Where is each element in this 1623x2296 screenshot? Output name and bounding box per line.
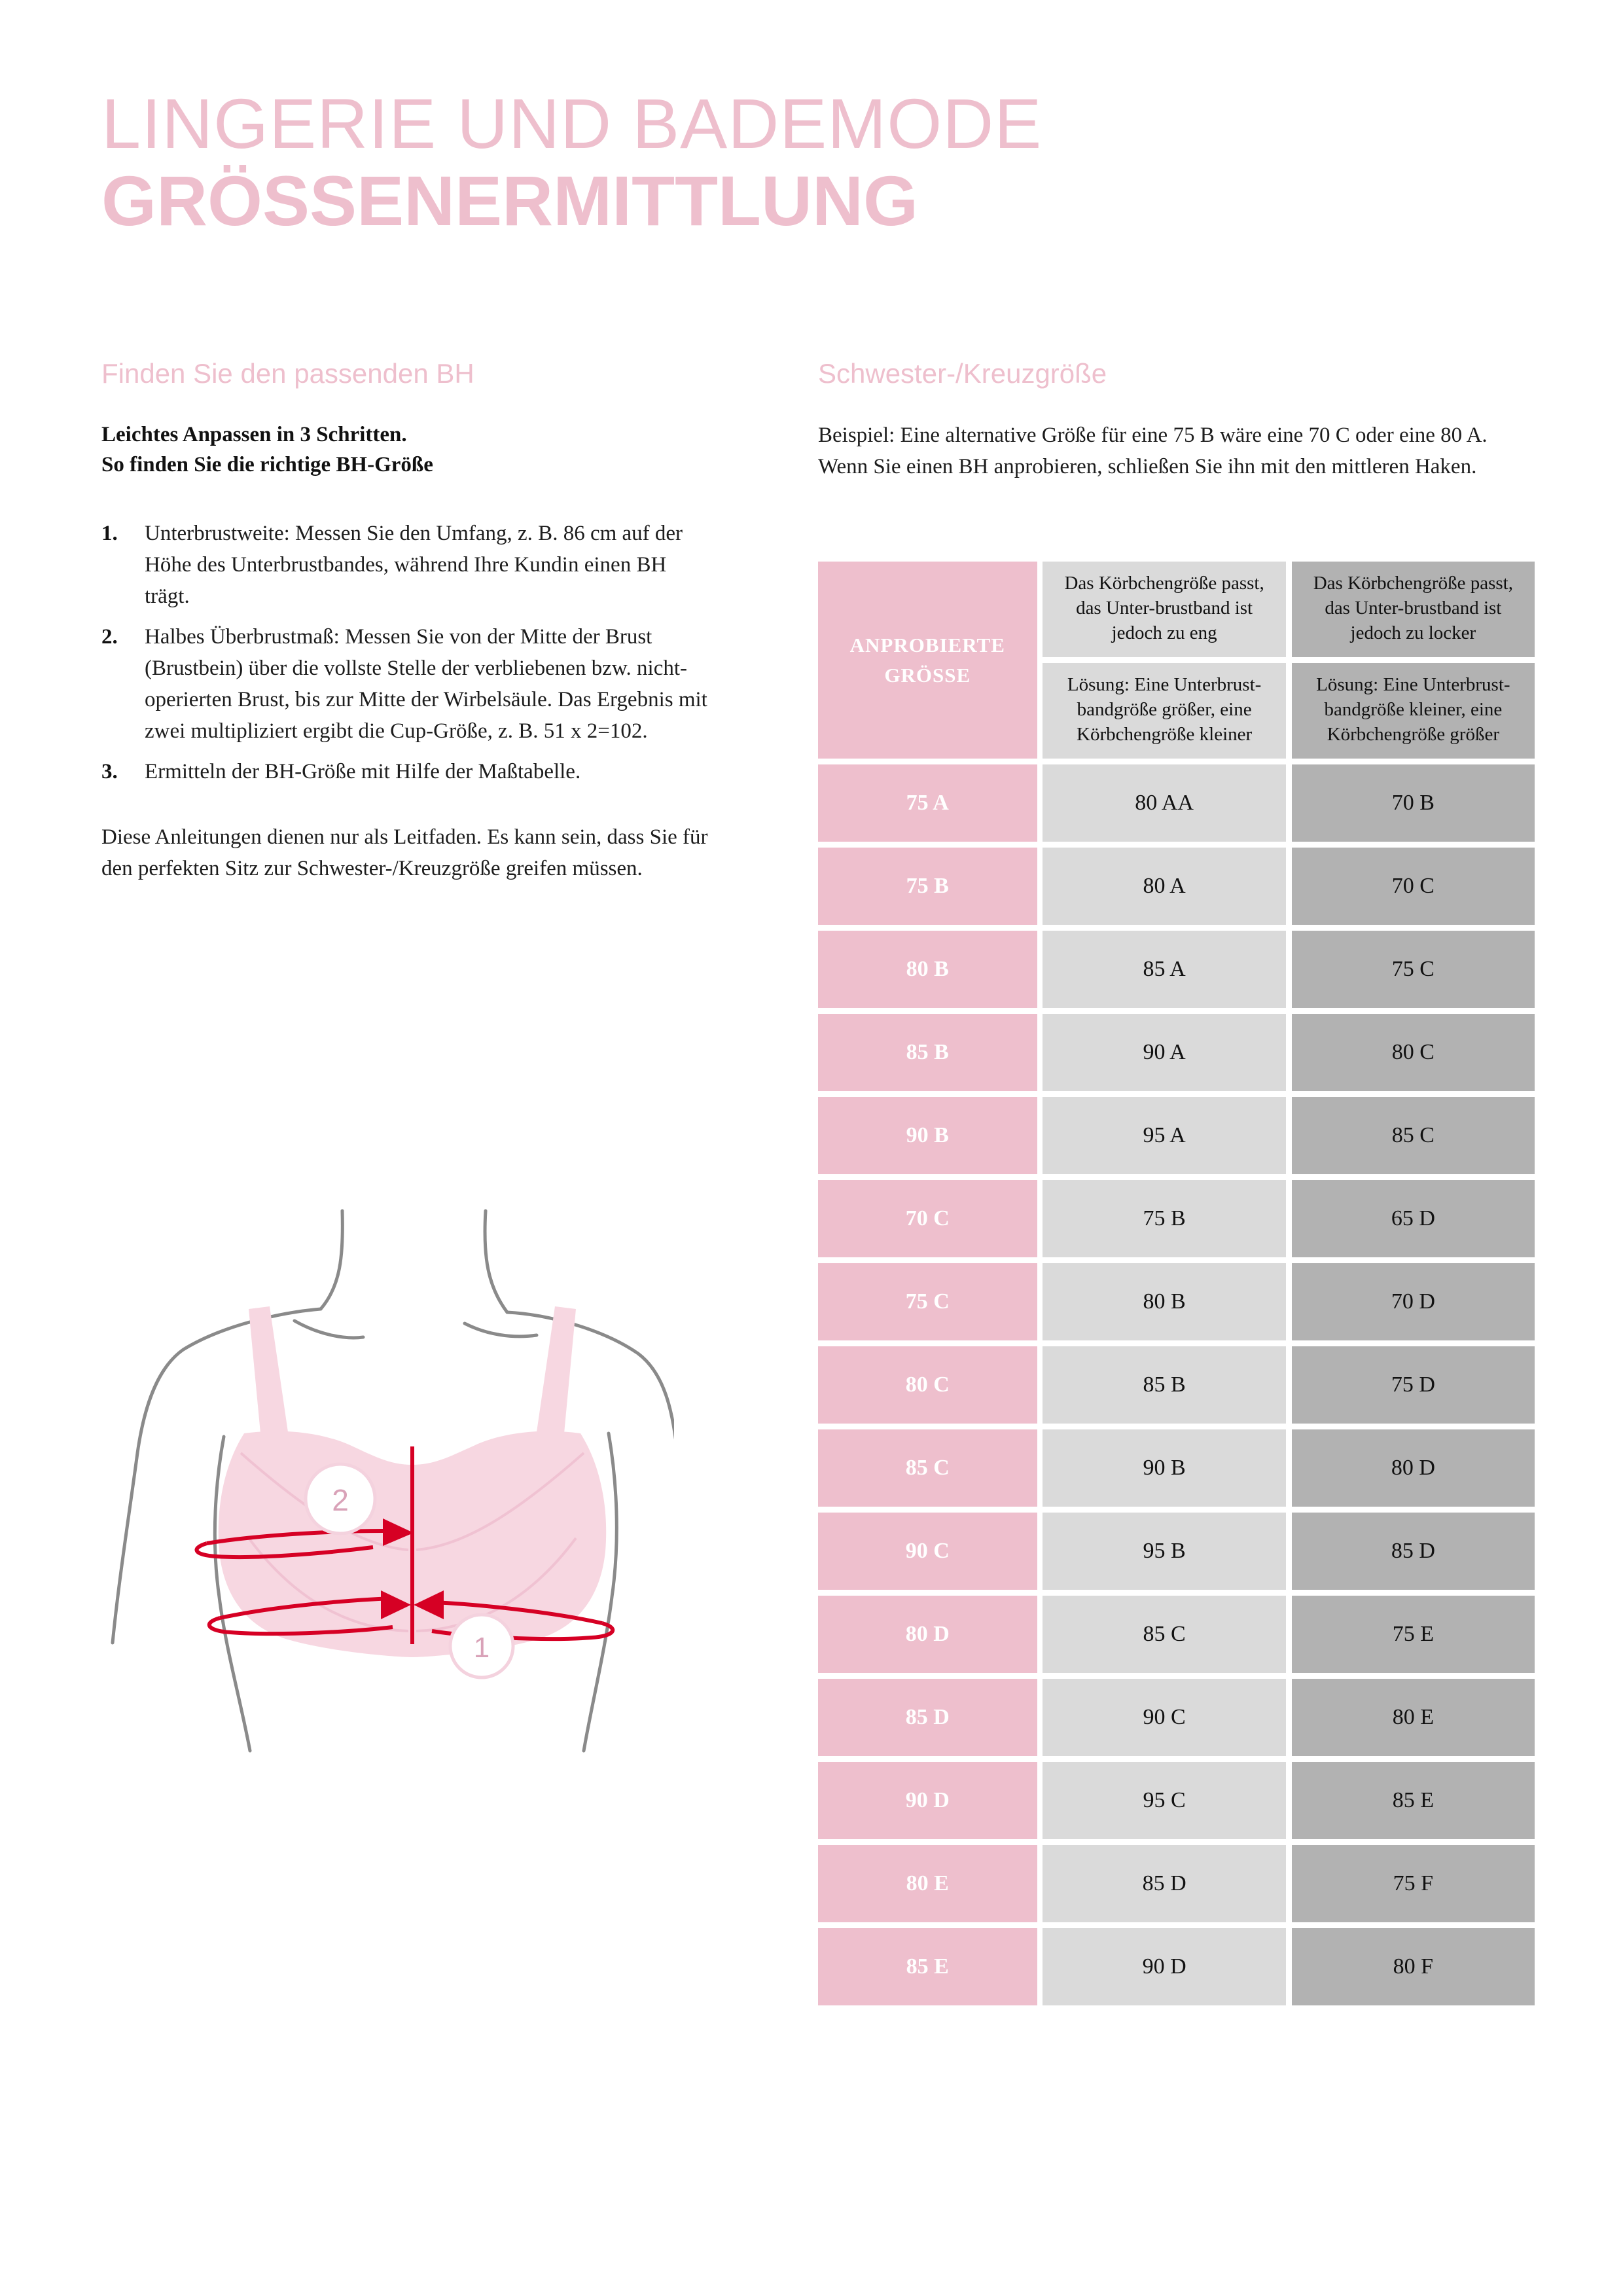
row-gutter <box>1292 1756 1535 1762</box>
right-intro-paragraph: Beispiel: Eine alternative Größe für eine 75 B wäre eine 70 C oder eine 80 A. Wenn Sie einen BH anprobieren, schließen Sie ihn mit den mittleren Haken. <box>818 423 1488 478</box>
table-body <box>818 759 1535 2005</box>
column-gutter <box>1286 1762 1292 1839</box>
row-gutter <box>1037 1174 1043 1180</box>
cell-too-loose-alternative: 75 C <box>1292 931 1535 1008</box>
row-gutter <box>1043 1590 1285 1596</box>
step-number: 3. <box>101 760 118 783</box>
cell-tried-size: 70 C <box>818 1180 1037 1257</box>
row-gutter <box>1286 925 1292 931</box>
row-gutter <box>1037 1507 1043 1513</box>
column-gutter <box>1037 1679 1043 1756</box>
row-gutter <box>818 1174 1037 1180</box>
row-gutter <box>1037 657 1043 663</box>
list-item <box>101 756 717 787</box>
row-gutter <box>818 1008 1037 1014</box>
column-gutter <box>1037 1014 1043 1091</box>
column-gutter <box>1037 1513 1043 1590</box>
row-gutter <box>1292 1257 1535 1263</box>
row-gutter <box>1037 1091 1043 1097</box>
cell-tried-size: 85 C <box>818 1429 1037 1507</box>
row-gutter <box>1043 1756 1285 1762</box>
cell-too-tight-alternative: 85 C <box>1043 1596 1285 1673</box>
table-row <box>818 1014 1535 1091</box>
list-item <box>101 621 717 747</box>
table-row-gutter <box>818 1008 1535 1014</box>
row-gutter <box>818 1756 1037 1762</box>
cell-too-tight-alternative: 80 A <box>1043 848 1285 925</box>
column-gutter <box>1286 1679 1292 1756</box>
row-gutter <box>818 925 1037 931</box>
row-gutter <box>1292 925 1535 931</box>
column-gutter <box>1286 1845 1292 1922</box>
row-gutter <box>818 842 1037 848</box>
row-gutter <box>1286 1174 1292 1180</box>
table-row-gutter <box>818 1507 1535 1513</box>
row-gutter <box>1286 1590 1292 1596</box>
row-gutter <box>1286 1091 1292 1097</box>
row-gutter <box>1286 1839 1292 1845</box>
row-gutter <box>1043 1257 1285 1263</box>
row-gutter <box>1286 1340 1292 1346</box>
row-gutter <box>1292 1839 1535 1845</box>
cell-tried-size: 85 E <box>818 1928 1037 2005</box>
table-row <box>818 1263 1535 1340</box>
column-gutter <box>1286 1180 1292 1257</box>
step-text: Unterbrustweite: Messen Sie den Umfang, z. B. 86 cm auf der Höhe des Unterbrustbandes, während Ihre Kundin einen BH trägt. <box>145 522 683 608</box>
cell-too-loose-alternative: 70 D <box>1292 1263 1535 1340</box>
table-row-gutter <box>818 759 1535 764</box>
header-too-tight-problem: Das Körbchengröße passt, das Unter-brustband ist jedoch zu eng <box>1043 562 1285 657</box>
cell-too-loose-alternative: 65 D <box>1292 1180 1535 1257</box>
cell-too-loose-alternative: 85 E <box>1292 1762 1535 1839</box>
column-gutter <box>1037 1263 1043 1340</box>
cell-too-tight-alternative: 90 C <box>1043 1679 1285 1756</box>
row-gutter <box>1037 1839 1043 1845</box>
badge-2-marker <box>306 1464 375 1534</box>
column-gutter <box>1286 931 1292 1008</box>
page-title-line-1: LINGERIE UND BADEMODE <box>101 84 1043 163</box>
cell-too-loose-alternative: 85 C <box>1292 1097 1535 1174</box>
column-gutter <box>1037 848 1043 925</box>
step-text: Ermitteln der BH-Größe mit Hilfe der Maßtabelle. <box>145 760 581 783</box>
row-gutter <box>818 1839 1037 1845</box>
cell-too-loose-alternative: 75 D <box>1292 1346 1535 1424</box>
bra-measurement-illustration <box>85 1172 674 1761</box>
row-gutter <box>1043 1673 1285 1679</box>
cell-too-loose-alternative: 80 C <box>1292 1014 1535 1091</box>
column-gutter <box>1037 1596 1043 1673</box>
table-row <box>818 1346 1535 1424</box>
table-row-gutter <box>818 925 1535 931</box>
step-number: 2. <box>101 625 118 649</box>
column-gutter <box>1037 1097 1043 1174</box>
cell-tried-size: 80 E <box>818 1845 1037 1922</box>
table-row-gutter <box>818 1340 1535 1346</box>
table-row <box>818 1928 1535 2005</box>
row-gutter <box>1286 1673 1292 1679</box>
row-gutter <box>1286 1756 1292 1762</box>
cell-too-tight-alternative: 90 A <box>1043 1014 1285 1091</box>
badge-1-label: 1 <box>473 1632 490 1664</box>
cell-tried-size: 80 B <box>818 931 1037 1008</box>
cell-too-loose-alternative: 85 D <box>1292 1513 1535 1590</box>
column-gutter <box>1286 1263 1292 1340</box>
column-gutter <box>1286 1596 1292 1673</box>
table-row <box>818 1180 1535 1257</box>
row-gutter <box>1037 1424 1043 1429</box>
row-gutter <box>818 1091 1037 1097</box>
header-too-loose-solution: Lösung: Eine Unterbrust-bandgröße kleiner, eine Körbchengröße größer <box>1292 663 1535 759</box>
column-gutter <box>1037 1845 1043 1922</box>
row-gutter <box>1292 1590 1535 1596</box>
cell-tried-size: 90 C <box>818 1513 1037 1590</box>
cell-too-tight-alternative: 75 B <box>1043 1180 1285 1257</box>
column-gutter <box>1037 562 1043 657</box>
table-row-gutter <box>818 1174 1535 1180</box>
cell-too-loose-alternative: 80 F <box>1292 1928 1535 2005</box>
closing-paragraph: Diese Anleitungen dienen nur als Leitfaden. Es kann sein, dass Sie für den perfekten Sitz zur Schwester-/Kreuzgröße greifen müssen. <box>101 825 708 880</box>
list-item <box>101 518 717 612</box>
column-gutter <box>1286 1513 1292 1590</box>
row-gutter <box>1037 1590 1043 1596</box>
column-gutter <box>1286 1429 1292 1507</box>
column-gutter <box>1286 663 1292 759</box>
cell-tried-size: 75 B <box>818 848 1037 925</box>
cell-tried-size: 75 A <box>818 764 1037 842</box>
row-gutter <box>1043 1424 1285 1429</box>
row-gutter <box>1043 1922 1285 1928</box>
cell-too-tight-alternative: 95 B <box>1043 1513 1285 1590</box>
table-row-gutter <box>818 1424 1535 1429</box>
row-gutter <box>1043 759 1285 764</box>
header-too-loose-problem: Das Körbchengröße passt, das Unter-brustband ist jedoch zu locker <box>1292 562 1535 657</box>
left-section-heading: Finden Sie den passenden BH <box>101 358 474 389</box>
cell-tried-size: 85 B <box>818 1014 1037 1091</box>
row-gutter <box>1043 657 1285 663</box>
cell-tried-size: 90 B <box>818 1097 1037 1174</box>
table-row <box>818 1596 1535 1673</box>
column-gutter <box>1286 1014 1292 1091</box>
cell-too-tight-alternative: 85 D <box>1043 1845 1285 1922</box>
row-gutter <box>1043 925 1285 931</box>
table-header-row <box>818 562 1535 657</box>
column-gutter <box>1037 1928 1043 2005</box>
row-gutter <box>1292 842 1535 848</box>
row-gutter <box>1292 1008 1535 1014</box>
badge-1-marker <box>450 1615 513 1677</box>
page-title-line-2: GRÖSSENERMITTLUNG <box>101 161 919 240</box>
row-gutter <box>1292 759 1535 764</box>
cell-too-tight-alternative: 80 B <box>1043 1263 1285 1340</box>
column-gutter <box>1037 1762 1043 1839</box>
column-gutter <box>1286 1928 1292 2005</box>
row-gutter <box>1037 925 1043 931</box>
table-row-gutter <box>818 1756 1535 1762</box>
row-gutter <box>1043 1507 1285 1513</box>
row-gutter <box>1292 1091 1535 1097</box>
row-gutter <box>1037 1340 1043 1346</box>
row-gutter <box>1037 1257 1043 1263</box>
row-gutter <box>1286 1008 1292 1014</box>
table-row <box>818 1097 1535 1174</box>
row-gutter <box>1292 1507 1535 1513</box>
row-gutter <box>1286 759 1292 764</box>
row-gutter <box>1043 1340 1285 1346</box>
table-row-gutter <box>818 1673 1535 1679</box>
row-gutter <box>1292 1424 1535 1429</box>
row-gutter <box>1286 842 1292 848</box>
row-gutter <box>1292 657 1535 663</box>
step-text: Halbes Überbrustmaß: Messen Sie von der Mitte der Brust (Brustbein) über die vollste Stelle der verbliebenen bzw. nicht-operierten Brust, bis zur Mitte der Wirbelsäule. Das Ergebnis mit zwei multipliziert ergibt die Cup-Größe, z. B. 51 x 2=102. <box>145 625 707 743</box>
header-tried-size: ANPROBIERTE GRÖSSE <box>818 562 1037 759</box>
row-gutter <box>818 759 1037 764</box>
page-title <box>101 85 1345 240</box>
lead-line-1: Leichtes Anpassen in 3 Schritten. <box>101 423 407 446</box>
column-gutter <box>1286 1097 1292 1174</box>
table-row <box>818 931 1535 1008</box>
row-gutter <box>818 1673 1037 1679</box>
row-gutter <box>818 1922 1037 1928</box>
row-gutter <box>1286 1922 1292 1928</box>
cell-too-loose-alternative: 80 D <box>1292 1429 1535 1507</box>
table-row <box>818 1762 1535 1839</box>
row-gutter <box>1043 1174 1285 1180</box>
column-gutter <box>1286 764 1292 842</box>
cell-too-loose-alternative: 80 E <box>1292 1679 1535 1756</box>
cell-too-loose-alternative: 75 F <box>1292 1845 1535 1922</box>
table-row-gutter <box>818 842 1535 848</box>
column-gutter <box>1037 1346 1043 1424</box>
column-gutter <box>1286 1346 1292 1424</box>
right-column <box>818 357 1538 482</box>
table-row-gutter <box>818 1257 1535 1263</box>
table-row <box>818 1513 1535 1590</box>
row-gutter <box>1037 759 1043 764</box>
cell-too-tight-alternative: 85 B <box>1043 1346 1285 1424</box>
left-column <box>101 357 717 884</box>
badge-2-label: 2 <box>332 1483 349 1517</box>
cell-too-tight-alternative: 90 B <box>1043 1429 1285 1507</box>
row-gutter <box>818 1340 1037 1346</box>
column-gutter <box>1037 1429 1043 1507</box>
column-gutter <box>1037 663 1043 759</box>
bra-size-conversion-table <box>818 562 1535 2005</box>
cell-too-tight-alternative: 95 A <box>1043 1097 1285 1174</box>
row-gutter <box>1037 1922 1043 1928</box>
table-row <box>818 1679 1535 1756</box>
cell-too-loose-alternative: 75 E <box>1292 1596 1535 1673</box>
row-gutter <box>1286 1424 1292 1429</box>
cell-tried-size: 90 D <box>818 1762 1037 1839</box>
column-gutter <box>1286 562 1292 657</box>
cell-too-tight-alternative: 95 C <box>1043 1762 1285 1839</box>
step-number: 1. <box>101 522 118 545</box>
cell-too-tight-alternative: 85 A <box>1043 931 1285 1008</box>
row-gutter <box>818 1257 1037 1263</box>
cell-tried-size: 80 D <box>818 1596 1037 1673</box>
row-gutter <box>1037 842 1043 848</box>
row-gutter <box>1292 1673 1535 1679</box>
cell-too-loose-alternative: 70 B <box>1292 764 1535 842</box>
cell-too-tight-alternative: 80 AA <box>1043 764 1285 842</box>
row-gutter <box>1286 1257 1292 1263</box>
row-gutter <box>1043 1091 1285 1097</box>
table-row <box>818 1845 1535 1922</box>
header-too-tight-solution: Lösung: Eine Unterbrust-bandgröße größer, eine Körbchengröße kleiner <box>1043 663 1285 759</box>
table-row <box>818 764 1535 842</box>
row-gutter <box>818 1424 1037 1429</box>
row-gutter <box>1043 842 1285 848</box>
row-gutter <box>1286 657 1292 663</box>
table-row-gutter <box>818 1590 1535 1596</box>
row-gutter <box>1037 1008 1043 1014</box>
column-gutter <box>1037 1180 1043 1257</box>
row-gutter <box>1043 1839 1285 1845</box>
row-gutter <box>1292 1174 1535 1180</box>
steps-list <box>101 518 717 787</box>
row-gutter <box>1043 1008 1285 1014</box>
row-gutter <box>1037 1756 1043 1762</box>
table-row-gutter <box>818 1091 1535 1097</box>
row-gutter <box>818 1507 1037 1513</box>
right-section-heading: Schwester-/Kreuzgröße <box>818 358 1107 389</box>
cell-too-tight-alternative: 90 D <box>1043 1928 1285 2005</box>
cell-tried-size: 75 C <box>818 1263 1037 1340</box>
row-gutter <box>1292 1922 1535 1928</box>
row-gutter <box>1037 1673 1043 1679</box>
cell-tried-size: 85 D <box>818 1679 1037 1756</box>
cell-too-loose-alternative: 70 C <box>1292 848 1535 925</box>
table-row <box>818 848 1535 925</box>
column-gutter <box>1286 848 1292 925</box>
table-row-gutter <box>818 1839 1535 1845</box>
column-gutter <box>1037 931 1043 1008</box>
lead-line-2: So finden Sie die richtige BH-Größe <box>101 453 433 476</box>
column-gutter <box>1037 764 1043 842</box>
table-row-gutter <box>818 1922 1535 1928</box>
table-row <box>818 1429 1535 1507</box>
row-gutter <box>1286 1507 1292 1513</box>
row-gutter <box>818 1590 1037 1596</box>
cell-tried-size: 80 C <box>818 1346 1037 1424</box>
row-gutter <box>1292 1340 1535 1346</box>
